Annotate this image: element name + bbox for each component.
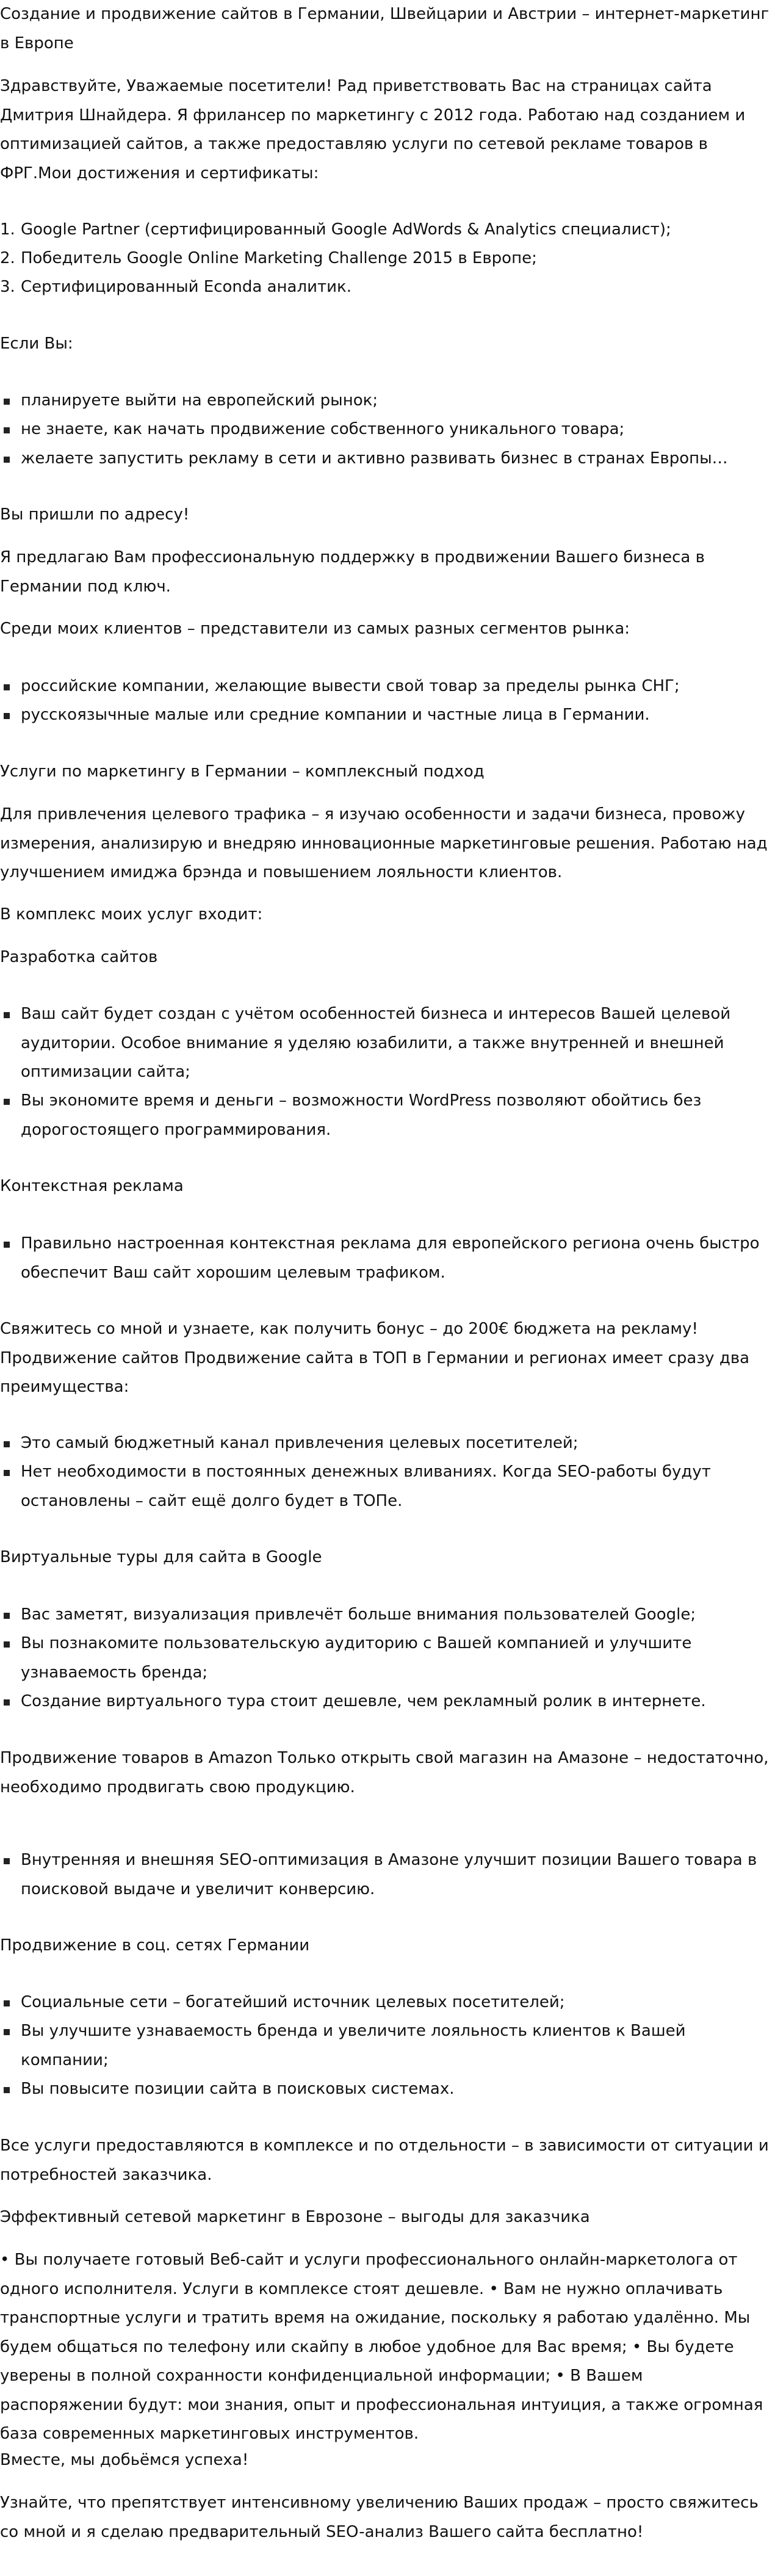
social-heading: Продвижение в соц. сетях Германии xyxy=(0,1936,310,1955)
bullet-icon xyxy=(4,1012,10,1018)
offer-text: Я предлагаю Вам профессиональную поддержку в продвижении Вашего бизнеса в Германии под ключ. xyxy=(0,548,705,596)
complex-text: В комплекс моих услуг входит: xyxy=(0,905,263,924)
bullet-icon xyxy=(4,2087,10,2093)
list-item-text: Вы экономите время и деньги – возможности WordPress позволяют обойтись без дорогостоящего программирования. xyxy=(21,1091,702,1139)
list-item-text: российские компании, желающие вывести свой товар за пределы рынка СНГ; xyxy=(21,677,680,695)
page-title: Создание и продвижение сайтов в Германии, Швейцарии и Австрии – интернет-маркетинг в Европе xyxy=(0,5,770,52)
services-paragraph: Для привлечения целевого трафика – я изучаю особенности и задачи бизнеса, провожу измерения, анализирую и внедряю инновационные маркетинговые решения. Работаю над улучшением имиджа брэнда и повышением лояльности клиентов. xyxy=(0,805,768,881)
bullet-icon xyxy=(4,457,10,463)
bullet-icon xyxy=(4,2000,10,2006)
bullet-icon xyxy=(4,1242,10,1248)
clients-heading: Среди моих клиентов – представители из самых разных сегментов рынка: xyxy=(0,620,630,638)
list-item-text: Вас заметят, визуализация привлечёт больше внимания пользователей Google; xyxy=(21,1605,696,1624)
bullet-icon xyxy=(4,1641,10,1648)
list-number: 3. xyxy=(0,278,15,296)
bullet-icon xyxy=(4,1441,10,1447)
bullet-icon xyxy=(4,427,10,433)
web-dev-heading: Разработка сайтов xyxy=(0,948,158,966)
amazon-paragraph: Продвижение товаров в Amazon Только открыть свой магазин на Амазоне – недостаточно, необходимо продвигать свою продукцию. xyxy=(0,1749,769,1796)
bullet-icon xyxy=(4,1699,10,1706)
bullet-icon xyxy=(4,2029,10,2035)
intro-greeting: Здравствуйте, Уважаемые посетители! Рад приветствовать Вас на страницах сайта Дмитрия Шнайдера. Я фрилансер по маркетингу с 2012 года. Работаю над созданием и оптимизацией сайтов, а также предоставляю услуги по сетевой рекламе товаров в ФРГ.Мои достижения и сертификаты: xyxy=(0,77,746,183)
list-item-text: Создание виртуального тура стоит дешевле, чем рекламный ролик в интернете. xyxy=(21,1692,706,1710)
list-item-text: Правильно настроенная контекстная реклама для европейского региона очень быстро обеспечит Ваш сайт хорошим целевым трафиком. xyxy=(21,1234,760,1282)
list-item-text: Внутренняя и внешняя SEO-оптимизация в Амазоне улучшит позиции Вашего товара в поисковой выдаче и увеличит конверсию. xyxy=(21,1851,757,1898)
address-text: Вы пришли по адресу! xyxy=(0,505,190,524)
all-services-text: Все услуги предоставляются в комплексе и по отдельности – в зависимости от ситуации и потребностей заказчика. xyxy=(0,2136,769,2184)
bullet-icon xyxy=(4,684,10,690)
list-item-text: Нет необходимости в постоянных денежных вливаниях. Когда SEO-работы будут остановлены – сайт ещё долго будет в ТОПе. xyxy=(21,1463,711,1510)
bullet-icon xyxy=(4,1858,10,1864)
list-number: 2. xyxy=(0,249,15,267)
bullet-icon xyxy=(4,713,10,719)
bullet-icon xyxy=(4,1613,10,1619)
achievement-text: Победитель Google Online Marketing Challenge 2015 в Европе; xyxy=(21,249,537,267)
achievement-text: Google Partner (сертифицированный Google AdWords & Analytics специалист); xyxy=(21,220,671,239)
bullet-icon xyxy=(4,1470,10,1476)
benefits-heading: Эффективный сетевой маркетинг в Еврозоне – выгоды для заказчика xyxy=(0,2208,590,2226)
list-item-text: Социальные сети – богатейший источник целевых посетителей; xyxy=(21,1993,565,2011)
list-item-text: Вы улучшите узнаваемость бренда и увеличите лояльность клиентов к Вашей компании; xyxy=(21,2022,686,2069)
bullet-icon xyxy=(4,1099,10,1105)
together-text: Вместе, мы добьёмся успеха! xyxy=(0,2451,249,2469)
services-heading: Услуги по маркетингу в Германии – комплексный подход xyxy=(0,762,485,781)
ppc-paragraph: Свяжитесь со мной и узнаете, как получить бонус – до 200€ бюджета на рекламу! Продвижение сайтов Продвижение сайта в ТОП в Германии и регионах имеет сразу два преимущества: xyxy=(0,1320,750,1396)
tours-heading: Виртуальные туры для сайта в Google xyxy=(0,1548,322,1566)
cta-text: Узнайте, что препятствует интенсивному увеличению Ваших продаж – просто свяжитесь со мной и я сделаю предварительный SEO-анализ Вашего сайта бесплатно! xyxy=(0,2494,759,2541)
list-item-text: не знаете, как начать продвижение собственного уникального товара; xyxy=(21,420,625,438)
list-number: 1. xyxy=(0,220,15,239)
ppc-heading: Контекстная реклама xyxy=(0,1177,184,1195)
list-item-text: Вы познакомите пользовательскую аудиторию с Вашей компанией и улучшите узнаваемость бренда; xyxy=(21,1634,692,1682)
bullet-icon xyxy=(4,399,10,405)
benefits-paragraph: • Вы получаете готовый Веб-сайт и услуги профессионального онлайн-маркетолога от одного исполнителя. Услуги в комплексе стоят дешевле. • Вам не нужно оплачивать транспортные услуги и тратить время на ожидание, поскольку я работаю удалённо. Мы будем общаться по телефону или скайпу в любое удобное для Вас время; • Вы будете уверены в полной сохранности конфиденциальной информации; • В Вашем распоряжении будут: мои знания, опыт и профессиональная интуиция, а также огромная база современных маркетинговых инструментов. xyxy=(0,2251,763,2443)
list-item-text: Ваш сайт будет создан с учётом особенностей бизнеса и интересов Вашей целевой аудитории. Особое внимание я уделяю юзабилити, а также внутренней и внешней оптимизации сайта; xyxy=(21,1005,731,1081)
list-item-text: желаете запустить рекламу в сети и активно развивать бизнес в странах Европы… xyxy=(21,449,728,468)
list-item-text: планируете выйти на европейский рынок; xyxy=(21,391,378,410)
if-you-heading: Если Вы: xyxy=(0,335,73,353)
list-item-text: Вы повысите позиции сайта в поисковых системах. xyxy=(21,2080,455,2098)
list-item-text: русскоязычные малые или средние компании и частные лица в Германии. xyxy=(21,706,650,724)
achievement-text: Сертифицированный Econda аналитик. xyxy=(21,278,351,296)
list-item-text: Это самый бюджетный канал привлечения целевых посетителей; xyxy=(21,1434,579,1452)
